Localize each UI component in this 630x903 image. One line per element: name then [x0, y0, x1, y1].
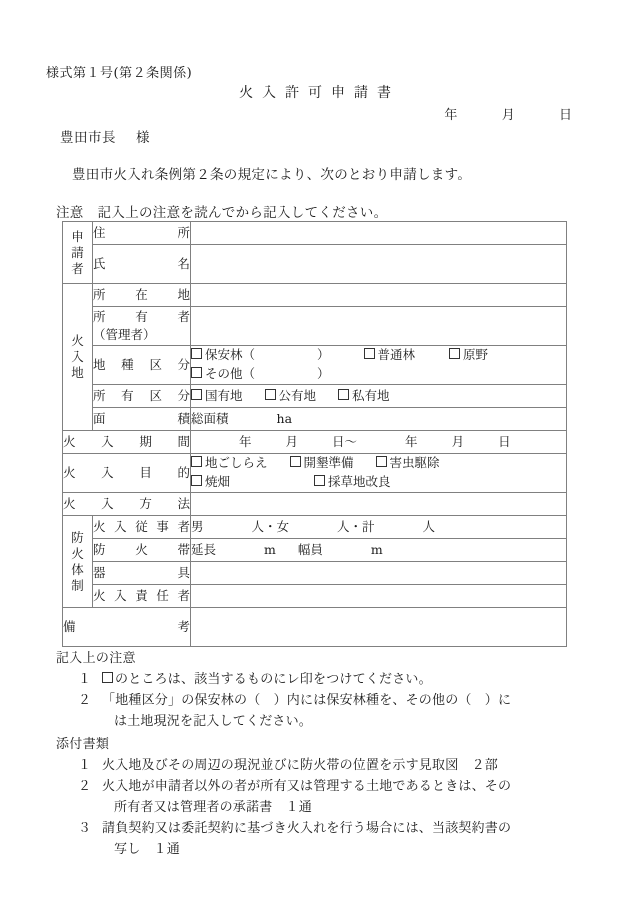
- field-value-ownership: [191, 385, 567, 408]
- table-row: [63, 408, 567, 431]
- attachment-body-continued: 写し １通: [114, 842, 181, 858]
- note-text: [102, 690, 601, 732]
- option-label-sonota: その他（: [205, 366, 256, 381]
- table-row: [63, 222, 567, 245]
- addressee-honorific: 様: [136, 130, 150, 146]
- field-label-address: [93, 222, 191, 245]
- label-owner-manager: （管理者）: [93, 327, 156, 342]
- attachment-number: １: [78, 758, 92, 774]
- label-char: 目: [139, 464, 152, 480]
- attachment-body: 請負契約又は委託契約に基づき火入れを行う場合には、当該契約書の: [102, 821, 512, 837]
- attachment-number: ３: [78, 821, 92, 837]
- field-value-equipment[interactable]: [191, 562, 567, 585]
- list-item: [56, 818, 601, 860]
- table-row: [63, 454, 567, 493]
- field-label-burn-purpose: [63, 454, 191, 493]
- label-char: 地: [93, 356, 106, 372]
- label-char: 帯: [177, 541, 190, 557]
- table-row: [63, 539, 567, 562]
- list-item: [56, 755, 601, 776]
- label-char: 入: [114, 587, 127, 603]
- addressee-name: 豊田市長: [60, 130, 116, 146]
- label-char: 所: [93, 286, 106, 302]
- notice-text: 記入上の注意を読んでから記入してください。: [97, 205, 388, 221]
- table-row: [63, 284, 567, 307]
- period-year-start: 年: [239, 433, 252, 449]
- field-value-address[interactable]: [191, 222, 567, 245]
- note-number: ２: [78, 693, 92, 709]
- option-label-futsurin: 普通林: [377, 347, 416, 363]
- label-char: 分: [177, 387, 190, 403]
- label-char: 分: [177, 356, 190, 372]
- field-value-burn-period[interactable]: [191, 431, 567, 454]
- date-year-label: 年: [444, 108, 458, 123]
- workers-female-unit: 人・計: [337, 518, 375, 534]
- label-char: 事: [156, 518, 169, 534]
- label-char: 在: [135, 286, 148, 302]
- label-char: 入: [114, 518, 127, 534]
- checkbox-kokuyuchi[interactable]: [191, 389, 202, 400]
- option-label-hoanrin: 保安林（: [205, 347, 256, 363]
- group-label-fireprevention-char: 防: [71, 529, 84, 545]
- checkbox-hoanrin[interactable]: [191, 348, 202, 359]
- field-label-burn-period: [63, 431, 191, 454]
- checkbox-yakihata[interactable]: [191, 475, 202, 486]
- field-value-workers[interactable]: [191, 516, 567, 539]
- label-char: 火: [63, 433, 76, 449]
- label-char: 者: [177, 518, 190, 534]
- field-value-responsible[interactable]: [191, 585, 567, 608]
- label-char: 入: [101, 433, 114, 449]
- option-label-kokuyuchi: 国有地: [205, 387, 243, 403]
- label-char: 従: [135, 518, 148, 534]
- group-label-fireprevention-char: 火: [71, 545, 84, 561]
- note-body: 「地種区分」の保安林の（ ）内には保安林種を、その他の（ ）に: [102, 693, 512, 709]
- table-row: [63, 346, 567, 385]
- field-label-land-category: [93, 346, 191, 385]
- option-label-kaikonjunbi: 開墾準備: [303, 455, 354, 471]
- list-item: [56, 776, 601, 818]
- checkbox-gaichukujo[interactable]: [376, 456, 387, 467]
- period-year-end: 年: [405, 433, 418, 449]
- label-char: 防: [93, 541, 106, 557]
- option-label-gaichukujo: 害虫駆除: [389, 455, 440, 471]
- attachment-text: 火入地及びその周辺の現況並びに防火帯の位置を示す見取図 ２部: [102, 758, 499, 774]
- field-label-area: [93, 408, 191, 431]
- application-form-table: [62, 221, 567, 647]
- label-char: 備: [63, 618, 76, 634]
- label-char: 方: [139, 495, 152, 511]
- label-char: 種: [121, 356, 134, 372]
- table-row: [63, 516, 567, 539]
- field-value-burn-method[interactable]: [191, 493, 567, 516]
- table-row: [63, 585, 567, 608]
- firebreak-width-unit: m: [370, 541, 383, 557]
- group-label-applicant: [63, 222, 93, 284]
- area-unit-label: ha: [276, 410, 293, 426]
- label-char: 所: [93, 308, 106, 324]
- label-char: 名: [177, 255, 190, 271]
- table-row: [63, 608, 567, 647]
- list-item: [56, 690, 601, 732]
- addressee: [60, 126, 150, 146]
- footer-notes: [56, 648, 601, 860]
- group-label-fireprevention-char: 制: [71, 577, 84, 593]
- attachments-list: [56, 755, 601, 860]
- label-char: 者: [177, 308, 190, 324]
- firebreak-width-label: 幅員: [297, 541, 323, 557]
- field-label-equipment: [93, 562, 191, 585]
- group-label-land-char: 入: [71, 349, 84, 364]
- notes-title: 記入上の注意: [56, 651, 136, 666]
- field-value-land-category: [191, 346, 567, 385]
- field-value-owner[interactable]: [191, 307, 567, 346]
- attachments-title: 添付書類: [56, 737, 110, 753]
- table-row: [63, 245, 567, 284]
- field-label-owner: [93, 307, 191, 346]
- notice-label: 注意: [56, 205, 84, 221]
- label-char: 火: [93, 518, 106, 534]
- label-char: 任: [156, 587, 169, 603]
- checkbox-koyuchi[interactable]: [265, 389, 276, 400]
- group-label-land: [63, 284, 93, 431]
- label-char: 火: [135, 541, 148, 557]
- field-value-firebreak[interactable]: [191, 539, 567, 562]
- group-label-land-char: 火: [71, 333, 84, 348]
- group-label-fireprevention-char: 体: [71, 561, 84, 577]
- checkbox-shiyuchi[interactable]: [338, 389, 349, 400]
- document-title: 火入許可申請書: [239, 85, 400, 101]
- period-day-end: 日: [498, 433, 511, 449]
- label-char: 法: [177, 495, 190, 511]
- firebreak-length-unit: m: [264, 541, 276, 557]
- option-label-yakihata: 焼畑: [205, 474, 231, 489]
- label-char: 地: [177, 286, 190, 302]
- group-label-applicant-char: 請: [71, 244, 84, 260]
- field-value-name[interactable]: [191, 245, 567, 284]
- list-item: [56, 669, 601, 690]
- attachment-text: [102, 776, 601, 818]
- submission-date-line: [444, 104, 572, 123]
- option-label-jigoshirae: 地ごしらえ: [205, 455, 268, 471]
- field-label-burn-method: [63, 493, 191, 516]
- group-label-applicant-char: 者: [71, 260, 84, 276]
- option-paren-close: ）: [317, 366, 330, 381]
- label-char: 面: [93, 410, 106, 426]
- label-char: 所: [177, 224, 190, 240]
- label-char: 入: [101, 464, 114, 480]
- note-number: １: [78, 672, 92, 688]
- label-char: 具: [177, 564, 190, 580]
- field-label-workers: [93, 516, 191, 539]
- form-number: 様式第１号(第２条関係): [46, 66, 193, 81]
- checkbox-genya[interactable]: [449, 348, 460, 359]
- group-label-land-char: 地: [71, 365, 84, 380]
- table-row: [63, 562, 567, 585]
- table-row: [63, 431, 567, 454]
- checkbox-jigoshirae[interactable]: [191, 456, 202, 467]
- label-char: 間: [177, 433, 190, 449]
- application-statement: 豊田市火入れ条例第２条の規定により、次のとおり申請します。: [72, 167, 472, 183]
- label-char: 責: [135, 587, 148, 603]
- note-body: のところは、該当するものにレ印をつけてください。: [115, 672, 432, 688]
- label-char: 火: [93, 587, 106, 603]
- group-label-applicant-char: 申: [71, 228, 84, 244]
- label-char: 区: [149, 387, 162, 403]
- option-label-genya: 原野: [463, 347, 489, 363]
- note-text: [102, 669, 601, 690]
- workers-total-unit: 人: [422, 518, 436, 534]
- label-char: 考: [177, 618, 190, 634]
- label-char: 者: [177, 587, 190, 603]
- label-char: 区: [149, 356, 162, 372]
- attachment-text: [102, 818, 601, 860]
- label-char: 入: [101, 495, 114, 511]
- note-body-continued: は土地現況を記入してください。: [114, 714, 313, 730]
- field-label-name: [93, 245, 191, 284]
- workers-male-label: 男: [191, 518, 204, 534]
- checkbox-futsurin[interactable]: [364, 348, 375, 359]
- label-char: 氏: [93, 255, 106, 271]
- firebreak-length-label: 延長: [191, 541, 217, 557]
- label-char: 積: [177, 410, 190, 426]
- period-month-end: 月: [451, 433, 465, 449]
- area-total-label: 総面積: [191, 410, 229, 426]
- date-day-label: 日: [558, 108, 572, 123]
- field-label-firebreak: [93, 539, 191, 562]
- label-char: 住: [93, 224, 106, 240]
- table-row: [63, 385, 567, 408]
- field-value-burn-purpose: [191, 454, 567, 493]
- checkbox-kaikonjunbi[interactable]: [290, 456, 301, 467]
- option-label-saisochikairyo: 採草地改良: [328, 474, 391, 489]
- label-char: 有: [135, 308, 148, 324]
- label-char: 期: [139, 433, 152, 449]
- field-label-remarks: [63, 608, 191, 647]
- group-label-fireprevention: [63, 516, 93, 608]
- checkbox-saisochikairyo[interactable]: [314, 475, 325, 486]
- attachment-body: 火入地が申請者以外の者が所有又は管理する土地であるときは、その: [102, 779, 512, 795]
- checkbox-icon: [102, 672, 113, 683]
- label-char: 火: [63, 464, 76, 480]
- field-label-responsible: [93, 585, 191, 608]
- notes-list: [56, 669, 601, 732]
- field-value-location[interactable]: [191, 284, 567, 307]
- label-char: 所: [93, 387, 106, 403]
- label-char: 的: [177, 464, 190, 480]
- field-label-ownership: [93, 385, 191, 408]
- field-value-area[interactable]: [191, 408, 567, 431]
- field-label-location: [93, 284, 191, 307]
- option-paren-close: ）: [317, 347, 330, 363]
- label-char: 器: [93, 564, 106, 580]
- label-char: 有: [121, 387, 134, 403]
- checkbox-sonota[interactable]: [191, 367, 202, 378]
- table-row: [63, 307, 567, 346]
- attachment-number: ２: [78, 779, 92, 795]
- attachment-body-continued: 所有者又は管理者の承諾書 １通: [114, 800, 313, 816]
- table-row: [63, 493, 567, 516]
- date-month-label: 月: [501, 108, 515, 123]
- period-month-start: 月: [285, 433, 299, 449]
- workers-male-unit: 人・女: [251, 518, 290, 534]
- period-day-start: 日～: [332, 433, 358, 449]
- label-char: 火: [63, 495, 76, 511]
- notice-line: [56, 201, 387, 221]
- option-label-shiyuchi: 私有地: [352, 387, 390, 403]
- field-value-remarks[interactable]: [191, 608, 567, 647]
- option-label-koyuchi: 公有地: [278, 387, 317, 403]
